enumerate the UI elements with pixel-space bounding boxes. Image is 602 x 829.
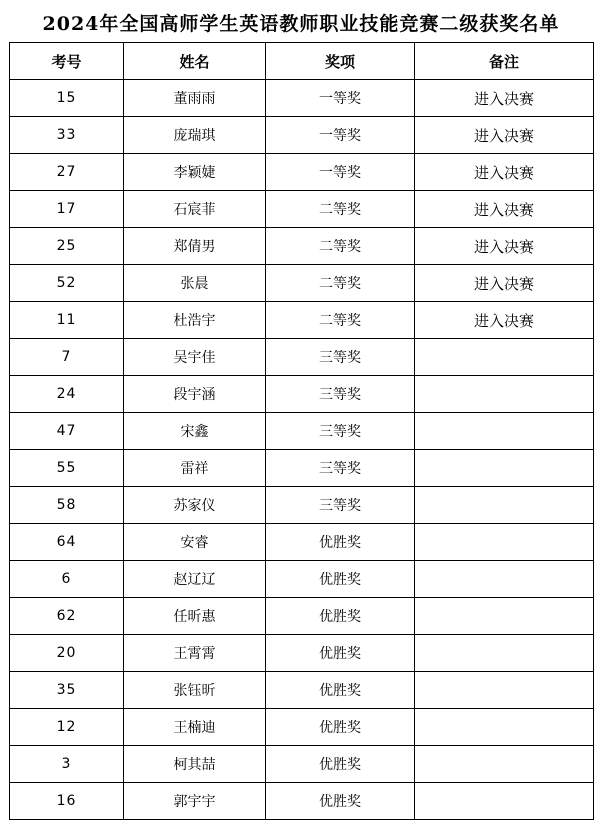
cell-award: 一等奖 xyxy=(266,117,415,154)
cell-name: 安睿 xyxy=(124,524,266,561)
cell-award: 三等奖 xyxy=(266,450,415,487)
table-body xyxy=(10,80,594,820)
cell-award: 优胜奖 xyxy=(266,635,415,672)
table-row xyxy=(10,709,594,746)
cell-note: 进入决赛 xyxy=(415,302,594,339)
header-name: 姓名 xyxy=(124,43,266,80)
cell-award: 二等奖 xyxy=(266,265,415,302)
cell-note xyxy=(415,487,594,524)
cell-note xyxy=(415,783,594,820)
table-row xyxy=(10,598,594,635)
cell-exam-number: 17 xyxy=(10,191,124,228)
cell-name: 雷祥 xyxy=(124,450,266,487)
cell-award: 二等奖 xyxy=(266,228,415,265)
cell-note xyxy=(415,524,594,561)
cell-award: 三等奖 xyxy=(266,413,415,450)
header-exam-number: 考号 xyxy=(10,43,124,80)
cell-note xyxy=(415,746,594,783)
cell-exam-number: 20 xyxy=(10,635,124,672)
cell-award: 三等奖 xyxy=(266,376,415,413)
cell-exam-number: 35 xyxy=(10,672,124,709)
table-row xyxy=(10,228,594,265)
table-row xyxy=(10,191,594,228)
cell-exam-number: 58 xyxy=(10,487,124,524)
cell-note xyxy=(415,376,594,413)
header-note: 备注 xyxy=(415,43,594,80)
cell-award: 二等奖 xyxy=(266,191,415,228)
cell-exam-number: 16 xyxy=(10,783,124,820)
cell-name: 庞瑞琪 xyxy=(124,117,266,154)
cell-exam-number: 25 xyxy=(10,228,124,265)
cell-award: 优胜奖 xyxy=(266,783,415,820)
cell-exam-number: 62 xyxy=(10,598,124,635)
cell-note xyxy=(415,672,594,709)
cell-name: 郭宇宇 xyxy=(124,783,266,820)
cell-note xyxy=(415,339,594,376)
cell-award: 优胜奖 xyxy=(266,561,415,598)
cell-name: 苏家仪 xyxy=(124,487,266,524)
cell-exam-number: 3 xyxy=(10,746,124,783)
cell-exam-number: 15 xyxy=(10,80,124,117)
cell-note xyxy=(415,709,594,746)
cell-note xyxy=(415,635,594,672)
cell-name: 吴宇佳 xyxy=(124,339,266,376)
cell-award: 三等奖 xyxy=(266,339,415,376)
cell-award: 优胜奖 xyxy=(266,672,415,709)
award-table xyxy=(9,42,594,820)
cell-award: 二等奖 xyxy=(266,302,415,339)
cell-name: 段宇涵 xyxy=(124,376,266,413)
cell-name: 杜浩宇 xyxy=(124,302,266,339)
cell-exam-number: 64 xyxy=(10,524,124,561)
table-row xyxy=(10,339,594,376)
cell-note xyxy=(415,598,594,635)
cell-note: 进入决赛 xyxy=(415,154,594,191)
table-row xyxy=(10,524,594,561)
table-row xyxy=(10,746,594,783)
table-row xyxy=(10,487,594,524)
cell-name: 石宸菲 xyxy=(124,191,266,228)
cell-note: 进入决赛 xyxy=(415,117,594,154)
cell-name: 柯其喆 xyxy=(124,746,266,783)
cell-note: 进入决赛 xyxy=(415,80,594,117)
cell-award: 一等奖 xyxy=(266,154,415,191)
cell-name: 董雨雨 xyxy=(124,80,266,117)
cell-award: 优胜奖 xyxy=(266,746,415,783)
table-row xyxy=(10,561,594,598)
table-row xyxy=(10,302,594,339)
cell-award: 三等奖 xyxy=(266,487,415,524)
cell-exam-number: 24 xyxy=(10,376,124,413)
cell-exam-number: 33 xyxy=(10,117,124,154)
header-award: 奖项 xyxy=(266,43,415,80)
cell-exam-number: 27 xyxy=(10,154,124,191)
cell-exam-number: 52 xyxy=(10,265,124,302)
cell-exam-number: 7 xyxy=(10,339,124,376)
cell-name: 郑倩男 xyxy=(124,228,266,265)
table-row xyxy=(10,265,594,302)
cell-exam-number: 47 xyxy=(10,413,124,450)
cell-note: 进入决赛 xyxy=(415,191,594,228)
table-header-row xyxy=(10,43,594,80)
table-row xyxy=(10,413,594,450)
page-title: 2024年全国高师学生英语教师职业技能竞赛二级获奖名单 xyxy=(42,13,560,35)
cell-exam-number: 11 xyxy=(10,302,124,339)
table-row xyxy=(10,672,594,709)
table-row xyxy=(10,117,594,154)
cell-name: 王楠迪 xyxy=(124,709,266,746)
cell-award: 优胜奖 xyxy=(266,709,415,746)
table-row xyxy=(10,154,594,191)
cell-name: 任昕惠 xyxy=(124,598,266,635)
cell-name: 张钰昕 xyxy=(124,672,266,709)
cell-name: 王霄霄 xyxy=(124,635,266,672)
cell-note xyxy=(415,413,594,450)
cell-award: 一等奖 xyxy=(266,80,415,117)
cell-exam-number: 12 xyxy=(10,709,124,746)
table-row xyxy=(10,783,594,820)
cell-name: 赵辽辽 xyxy=(124,561,266,598)
cell-award: 优胜奖 xyxy=(266,598,415,635)
cell-name: 张晨 xyxy=(124,265,266,302)
cell-exam-number: 55 xyxy=(10,450,124,487)
cell-award: 优胜奖 xyxy=(266,524,415,561)
table-row xyxy=(10,450,594,487)
cell-name: 李颖婕 xyxy=(124,154,266,191)
table-row xyxy=(10,80,594,117)
table-row xyxy=(10,376,594,413)
cell-name: 宋鑫 xyxy=(124,413,266,450)
cell-note: 进入决赛 xyxy=(415,228,594,265)
cell-note xyxy=(415,450,594,487)
cell-note xyxy=(415,561,594,598)
table-row xyxy=(10,635,594,672)
cell-exam-number: 6 xyxy=(10,561,124,598)
cell-note: 进入决赛 xyxy=(415,265,594,302)
